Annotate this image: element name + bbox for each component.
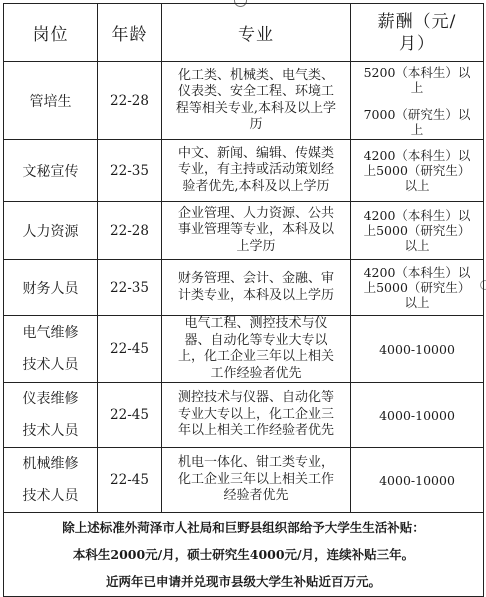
major-line: 仪表类、安全工程、环境工 (177, 84, 334, 99)
major-line: 中文、新闻、编辑、传媒类 (177, 145, 334, 161)
position-text: 仪表维修 (22, 391, 79, 407)
salary-line: 4000-10000 (379, 341, 455, 357)
salary-line: 上 (410, 121, 424, 137)
major-line: 器、自动化等专业大专以 (184, 332, 328, 348)
position-text: 技术人员 (22, 423, 79, 439)
salary-line: 上5000（研究生） (363, 163, 471, 178)
position-cell (4, 260, 98, 316)
recruitment-table (3, 3, 484, 597)
major-line: 工作经验者优先 (210, 365, 302, 381)
table-row (4, 448, 484, 513)
salary-cell (351, 448, 484, 513)
position-text: 管培生 (29, 93, 72, 110)
salary-line: 7000（研究生）以 (363, 106, 471, 122)
header-salary (351, 4, 484, 62)
header-age: 年龄 (98, 4, 162, 62)
header-salary-line1: 薪酬（元/ (377, 11, 457, 32)
age-cell: 22-35 (98, 140, 162, 202)
table-row (4, 62, 484, 140)
position-text: 电气维修 (22, 325, 79, 341)
header-major: 专业 (162, 4, 351, 62)
position-text: 人力资源 (22, 223, 79, 240)
subsidy-note (4, 513, 484, 597)
major-line: 验者优先,本科及以上学历 (182, 178, 330, 194)
salary-cell (351, 316, 484, 383)
salary-cell (351, 140, 484, 202)
position-text: 技术人员 (22, 488, 79, 504)
subsidy-line: 本科生2000元/月，硕士研究生4000元/月，连续补贴三年。 (72, 547, 415, 562)
position-cell (4, 383, 98, 448)
salary-line: 4200（本科生）以 (363, 265, 471, 280)
age-cell: 22-45 (98, 383, 162, 448)
age-cell: 22-45 (98, 448, 162, 513)
table-row (4, 202, 484, 260)
major-line: 历 (249, 117, 263, 132)
header-salary-line2: 月） (399, 33, 435, 54)
position-cell (4, 62, 98, 140)
salary-line: 上 (410, 79, 424, 95)
major-line: 上学历 (236, 238, 276, 254)
table-row (4, 316, 484, 383)
age-cell: 22-28 (98, 62, 162, 140)
major-line: 企业管理、人力资源、公共 (177, 205, 334, 221)
position-text: 技术人员 (22, 357, 79, 373)
major-line: 财务管理、会计、金融、审 (177, 271, 334, 286)
header-row (4, 4, 484, 62)
major-line: 年以上相关工作经验者优先 (177, 423, 334, 439)
age-cell: 22-35 (98, 260, 162, 316)
salary-line: 以上 (404, 295, 430, 310)
salary-line: 4200（本科生）以 (363, 208, 471, 223)
salary-line: 4000-10000 (379, 472, 455, 488)
subsidy-line: 近两年已申请并兑现市县级大学生补贴近百万元。 (105, 574, 381, 589)
major-line: 事业管理等专业，本科及以 (177, 222, 334, 238)
position-text: 财务人员 (22, 280, 79, 297)
salary-line: 上5000（研究生） (363, 280, 471, 295)
subsidy-line: 除上述标准外菏泽市人社局和巨野县组织部给予大学生生活补贴： (62, 520, 425, 535)
major-line: 电气工程、测控技术与仪 (184, 316, 328, 331)
major-cell (162, 383, 351, 448)
salary-line: 上5000（研究生） (363, 223, 471, 238)
major-line: 测控技术与仪器、自动化等 (177, 390, 334, 406)
table-row (4, 260, 484, 316)
salary-cell (351, 260, 484, 316)
footer-row (4, 513, 484, 597)
age-cell: 22-28 (98, 202, 162, 260)
major-line: 机电一体化、钳工类专业， (177, 455, 334, 471)
position-cell (4, 140, 98, 202)
age-cell: 22-45 (98, 316, 162, 383)
position-cell (4, 202, 98, 260)
major-line: 上，化工企业三年以上相关 (177, 349, 334, 364)
salary-line: 以上 (404, 238, 430, 253)
major-line: 化工类、机械类、电气类、 (177, 67, 334, 83)
salary-line: 4000-10000 (379, 407, 455, 423)
major-line: 化工企业三年以上相关工作 (177, 471, 334, 487)
salary-cell (351, 383, 484, 448)
salary-line: 以上 (404, 178, 430, 193)
major-cell (162, 202, 351, 260)
table-row (4, 383, 484, 448)
major-cell (162, 140, 351, 202)
position-text: 文秘宣传 (22, 163, 79, 180)
position-cell (4, 448, 98, 513)
salary-cell (351, 202, 484, 260)
position-text: 机械维修 (22, 456, 79, 472)
header-position: 岗位 (4, 4, 98, 62)
major-line: 专业大专以上，化工企业三 (177, 406, 334, 422)
major-line: 程等相关专业,本科及以上学 (175, 100, 337, 116)
major-line: 专业，有主持或活动策划经 (177, 162, 334, 178)
major-cell (162, 260, 351, 316)
salary-line: 5200（本科生）以 (363, 64, 471, 80)
salary-line: 4200（本科生）以 (363, 148, 471, 163)
major-cell (162, 62, 351, 140)
table-row (4, 140, 484, 202)
salary-cell (351, 62, 484, 140)
major-cell (162, 316, 351, 383)
major-line: 计类专业，本科及以上学历 (177, 287, 334, 303)
position-cell (4, 316, 98, 383)
major-line: 经验者优先 (223, 488, 289, 504)
major-cell (162, 448, 351, 513)
